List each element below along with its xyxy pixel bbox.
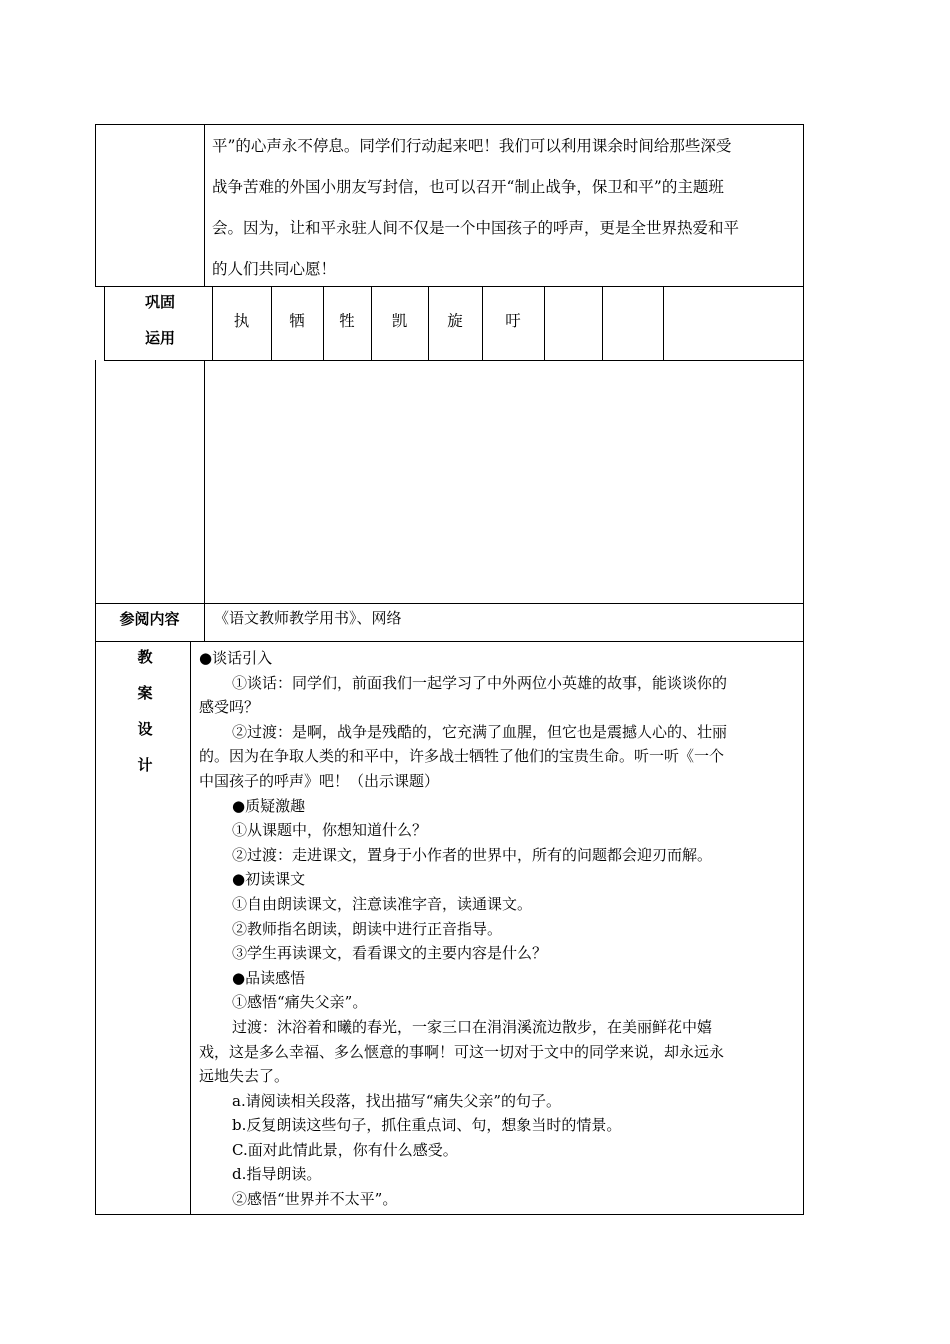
lesson-line: 中国孩子的呼声》吧！（出示课题） <box>199 771 440 790</box>
lesson-line: ●质疑激趣 <box>232 796 306 815</box>
lesson-line: ②过渡：是啊，战争是残酷的，它充满了血腥，但它也是震撼人心的、壮丽 <box>232 722 728 741</box>
lesson-line: ①谈话：同学们，前面我们一起学习了中外两位小英雄的故事，能谈谈你的 <box>232 673 728 692</box>
lesson-line: 过渡：沐浴着和曦的春光，一家三口在涓涓溪流边散步，在美丽鲜花中嬉 <box>232 1017 713 1036</box>
practice-char-cell: 执 <box>233 312 250 330</box>
practice-char-cell: 吁 <box>505 312 521 330</box>
lesson-line: d.指导朗读。 <box>232 1165 322 1184</box>
practice-char-cell: 旋 <box>447 312 463 330</box>
lesson-line: ①从课题中，你想知道什么？ <box>232 821 428 840</box>
lesson-line: ●品读感悟 <box>232 968 306 987</box>
practice-char-cell: 凯 <box>391 312 408 330</box>
lesson-line: a.请阅读相关段落，找出描写“痛失父亲”的句子。 <box>232 1091 562 1110</box>
practice-label-line1: 巩固 <box>144 293 175 311</box>
lesson-line: b.反复朗读这些句子，抓住重点词、句，想象当时的情景。 <box>232 1116 622 1135</box>
lesson-line: C.面对此情此景，你有什么感受。 <box>232 1140 458 1159</box>
design-label-char: 设 <box>137 720 153 738</box>
paragraph-line: 会。因为，让和平永驻人间不仅是一个中国孩子的呼声，更是全世界热爱和平 <box>212 219 740 237</box>
lesson-line: 戏，这是多么幸福、多么惬意的事啊！可这一切对于文中的同学来说，却永远永 <box>199 1042 725 1061</box>
lesson-line: ●谈话引入 <box>199 649 273 667</box>
lesson-line: ①感悟“痛失父亲”。 <box>232 993 368 1012</box>
reference-content: 《语文教师教学用书》、网络 <box>214 609 402 627</box>
lesson-line: ①自由朗读课文，注意读准字音，读通课文。 <box>232 894 533 913</box>
lesson-line: 远地失去了。 <box>199 1067 290 1086</box>
lesson-line: ●初读课文 <box>232 870 306 889</box>
reference-label: 参阅内容 <box>119 610 180 628</box>
lesson-line: ③学生再读课文，看看课文的主要内容是什么？ <box>232 944 548 963</box>
paragraph-line: 战争苦难的外国小朋友写封信，也可以召开“制止战争，保卫和平”的主题班 <box>212 178 724 196</box>
design-label-char: 计 <box>137 756 153 774</box>
practice-label-line2: 运用 <box>144 329 175 347</box>
lesson-line: ②过渡：走进课文，置身于小作者的世界中，所有的问题都会迎刃而解。 <box>232 845 713 864</box>
lesson-line: 感受吗？ <box>199 698 260 717</box>
lesson-line: 的。因为在争取人类的和平中，许多战士牺牲了他们的宝贵生命。听一听《一个 <box>199 747 725 766</box>
lesson-line: ②感悟“世界并不太平”。 <box>232 1190 398 1209</box>
practice-char-cell: 牺 <box>289 312 305 330</box>
paragraph-line: 的人们共同心愿！ <box>212 260 337 278</box>
paragraph-line: 平”的心声永不停息。同学们行动起来吧！我们可以利用课余时间给那些深受 <box>212 137 732 155</box>
lesson-content <box>199 646 797 1212</box>
design-label-char: 案 <box>137 684 153 702</box>
lesson-line: ②教师指名朗读，朗读中进行正音指导。 <box>232 919 503 938</box>
practice-char-cell: 牲 <box>339 312 355 330</box>
section1-paragraph <box>212 126 796 290</box>
design-label-char: 教 <box>137 648 153 666</box>
